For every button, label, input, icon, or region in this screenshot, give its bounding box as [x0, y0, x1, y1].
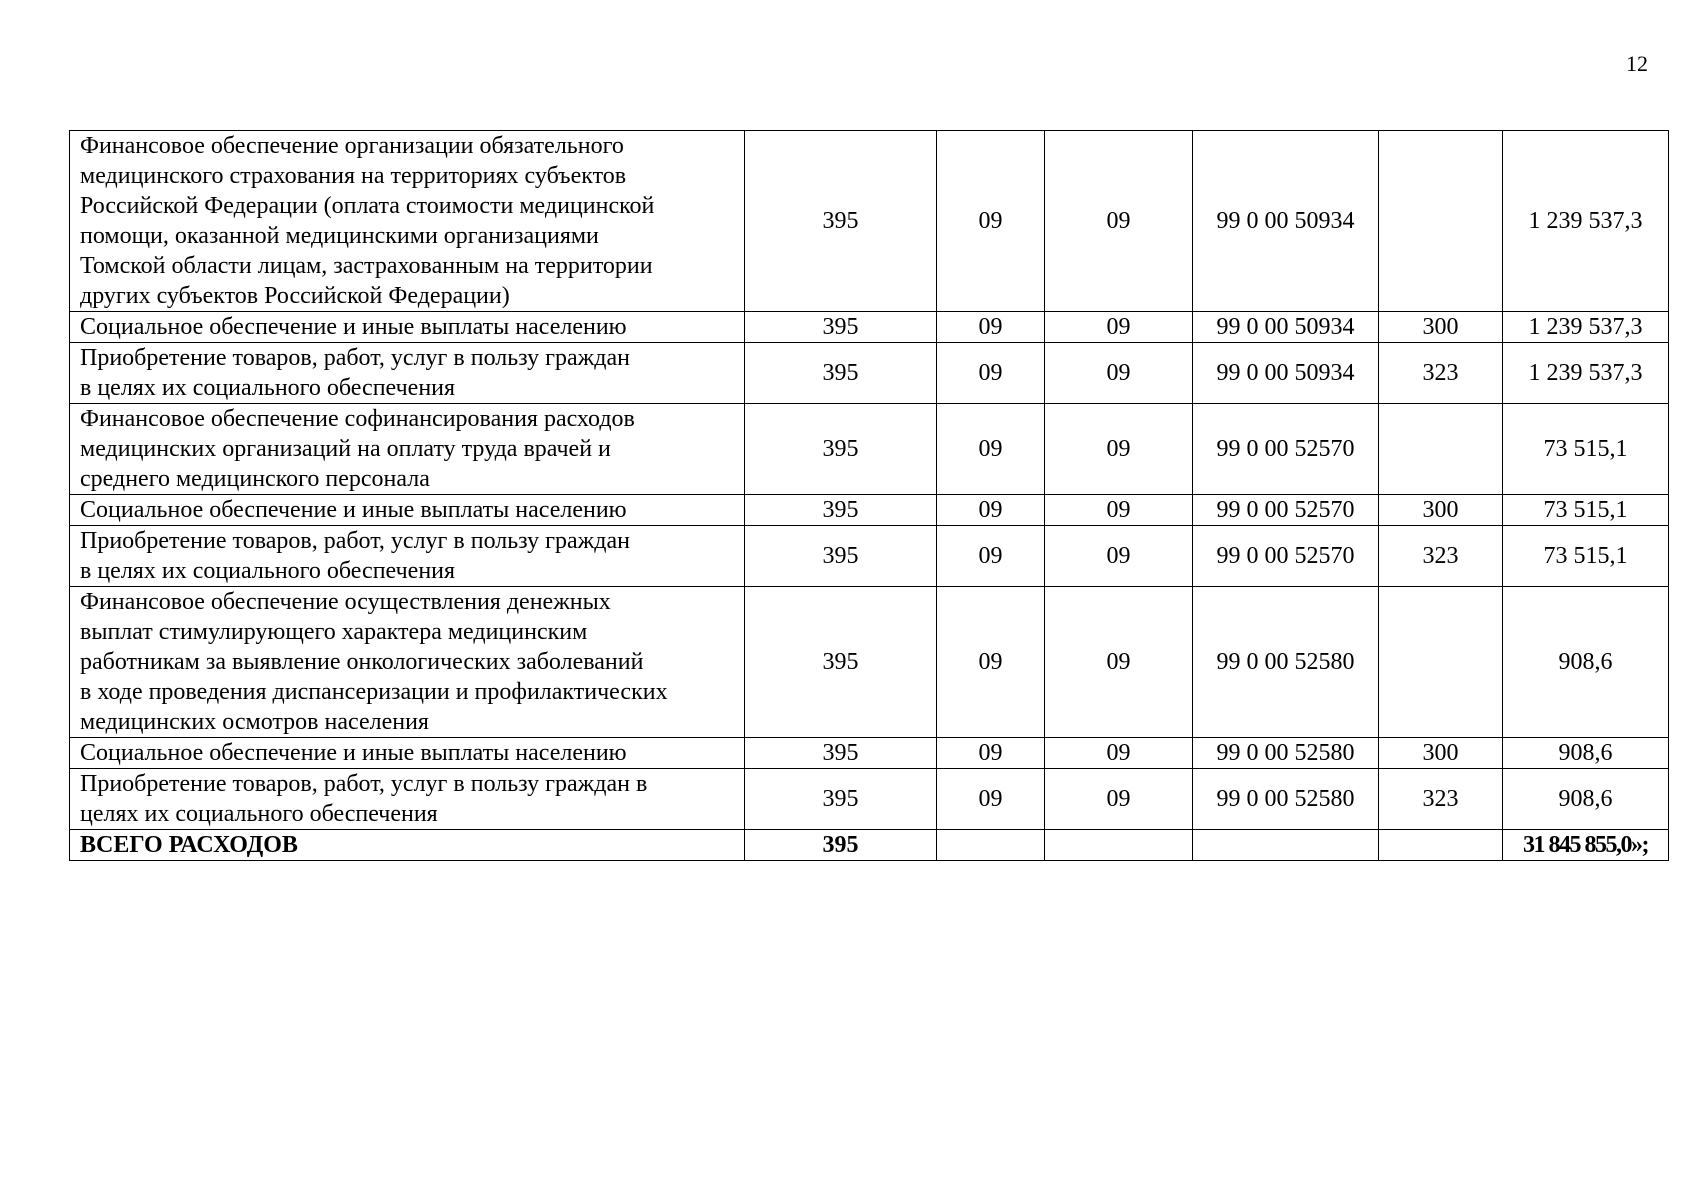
- subsection-code-cell: 09: [1045, 343, 1193, 404]
- table-row: [70, 769, 1669, 830]
- ministry-code-cell: 395: [745, 526, 937, 587]
- total-expense-type-cell: [1379, 830, 1503, 861]
- expense-name-cell: [70, 587, 745, 738]
- expense-name-line: Социальное обеспечение и иные выплаты населению: [80, 497, 627, 523]
- amount-cell: 1 239 537,3: [1503, 312, 1669, 343]
- section-code-cell: 09: [937, 769, 1045, 830]
- section-code-cell: 09: [937, 495, 1045, 526]
- section-code-cell: 09: [937, 738, 1045, 769]
- expense-name-line: медицинских осмотров населения: [80, 709, 429, 735]
- expense-name-line: медицинского страхования на территориях субъектов: [80, 163, 627, 189]
- target-article-cell: 99 0 00 50934: [1193, 131, 1379, 312]
- table-row: [70, 526, 1669, 587]
- target-article-cell: 99 0 00 50934: [1193, 343, 1379, 404]
- subsection-code-cell: 09: [1045, 404, 1193, 495]
- expense-name-line: Приобретение товаров, работ, услуг в пользу граждан: [80, 528, 630, 554]
- ministry-code-cell: 395: [745, 738, 937, 769]
- expense-type-cell: 323: [1379, 769, 1503, 830]
- total-subsection-code-cell: [1045, 830, 1193, 861]
- expense-name-line: Томской области лицам, застрахованным на территории: [80, 253, 653, 279]
- expense-name-line: Социальное обеспечение и иные выплаты населению: [80, 314, 627, 340]
- table-row: [70, 404, 1669, 495]
- target-article-cell: 99 0 00 52580: [1193, 738, 1379, 769]
- expense-name-line: Финансовое обеспечение организации обязательного: [80, 133, 624, 159]
- expense-name-cell: [70, 404, 745, 495]
- ministry-code-cell: 395: [745, 343, 937, 404]
- total-row: [70, 830, 1669, 861]
- section-code-cell: 09: [937, 343, 1045, 404]
- subsection-code-cell: 09: [1045, 495, 1193, 526]
- subsection-code-cell: 09: [1045, 587, 1193, 738]
- total-target-article-cell: [1193, 830, 1379, 861]
- subsection-code-cell: 09: [1045, 738, 1193, 769]
- amount-cell: 908,6: [1503, 738, 1669, 769]
- ministry-code-cell: 395: [745, 587, 937, 738]
- total-section-code-cell: [937, 830, 1045, 861]
- section-code-cell: 09: [937, 131, 1045, 312]
- expense-type-cell: [1379, 587, 1503, 738]
- ministry-code-cell: 395: [745, 404, 937, 495]
- table-row: [70, 587, 1669, 738]
- page-number: 12: [1626, 51, 1648, 76]
- target-article-cell: 99 0 00 52570: [1193, 526, 1379, 587]
- amount-cell: 1 239 537,3: [1503, 343, 1669, 404]
- section-code-cell: 09: [937, 526, 1045, 587]
- expense-name-line: Приобретение товаров, работ, услуг в пользу граждан в: [80, 771, 648, 797]
- expense-name-line: других субъектов Российской Федерации): [80, 283, 510, 309]
- expense-name-line: в целях их социального обеспечения: [80, 375, 456, 401]
- ministry-code-cell: 395: [745, 495, 937, 526]
- expense-name-cell: [70, 526, 745, 587]
- table-row: [70, 495, 1669, 526]
- table-row: [70, 343, 1669, 404]
- expense-name-line: работникам за выявление онкологических заболеваний: [80, 649, 644, 675]
- expense-name-cell: [70, 131, 745, 312]
- budget-expenditure-table: [69, 130, 1669, 861]
- subsection-code-cell: 09: [1045, 769, 1193, 830]
- target-article-cell: 99 0 00 52580: [1193, 587, 1379, 738]
- total-ministry-code-cell: 395: [745, 830, 937, 861]
- expense-name-cell: [70, 343, 745, 404]
- expense-name-line: Российской Федерации (оплата стоимости медицинской: [80, 193, 655, 219]
- target-article-cell: 99 0 00 52570: [1193, 404, 1379, 495]
- expense-name-cell: [70, 312, 745, 343]
- table-row: [70, 131, 1669, 312]
- expense-type-cell: 323: [1379, 526, 1503, 587]
- total-label-cell: ВСЕГО РАСХОДОВ: [70, 830, 745, 861]
- amount-cell: 73 515,1: [1503, 495, 1669, 526]
- table-row: [70, 738, 1669, 769]
- target-article-cell: 99 0 00 50934: [1193, 312, 1379, 343]
- expense-name-line: медицинских организаций на оплату труда врачей и: [80, 436, 611, 462]
- expense-name-line: помощи, оказанной медицинскими организациями: [80, 223, 599, 249]
- expense-type-cell: 323: [1379, 343, 1503, 404]
- subsection-code-cell: 09: [1045, 131, 1193, 312]
- expense-name-line: Финансовое обеспечение осуществления денежных: [80, 589, 611, 615]
- ministry-code-cell: 395: [745, 131, 937, 312]
- expense-name-line: выплат стимулирующего характера медицинским: [80, 619, 588, 645]
- ministry-code-cell: 395: [745, 312, 937, 343]
- amount-cell: 1 239 537,3: [1503, 131, 1669, 312]
- amount-cell: 73 515,1: [1503, 404, 1669, 495]
- section-code-cell: 09: [937, 404, 1045, 495]
- section-code-cell: 09: [937, 312, 1045, 343]
- expense-name-cell: [70, 769, 745, 830]
- expense-name-line: Приобретение товаров, работ, услуг в пользу граждан: [80, 345, 630, 371]
- section-code-cell: 09: [937, 587, 1045, 738]
- total-amount-cell: 31 845 855,0»;: [1503, 830, 1669, 861]
- expense-type-cell: 300: [1379, 738, 1503, 769]
- expense-name-line: среднего медицинского персонала: [80, 466, 430, 492]
- expense-name-cell: [70, 738, 745, 769]
- expense-type-cell: 300: [1379, 495, 1503, 526]
- expense-type-cell: [1379, 404, 1503, 495]
- expense-type-cell: [1379, 131, 1503, 312]
- amount-cell: 73 515,1: [1503, 526, 1669, 587]
- subsection-code-cell: 09: [1045, 526, 1193, 587]
- subsection-code-cell: 09: [1045, 312, 1193, 343]
- expense-name-cell: [70, 495, 745, 526]
- expense-name-line: целях их социального обеспечения: [80, 801, 438, 827]
- target-article-cell: 99 0 00 52580: [1193, 769, 1379, 830]
- expense-name-line: в ходе проведения диспансеризации и профилактических: [80, 679, 668, 705]
- table-row: [70, 312, 1669, 343]
- table-body: [70, 131, 1669, 861]
- expense-name-line: в целях их социального обеспечения: [80, 558, 456, 584]
- amount-cell: 908,6: [1503, 587, 1669, 738]
- expense-type-cell: 300: [1379, 312, 1503, 343]
- expense-name-line: Финансовое обеспечение софинансирования расходов: [80, 406, 635, 432]
- amount-cell: 908,6: [1503, 769, 1669, 830]
- target-article-cell: 99 0 00 52570: [1193, 495, 1379, 526]
- ministry-code-cell: 395: [745, 769, 937, 830]
- expense-name-line: Социальное обеспечение и иные выплаты населению: [80, 740, 627, 766]
